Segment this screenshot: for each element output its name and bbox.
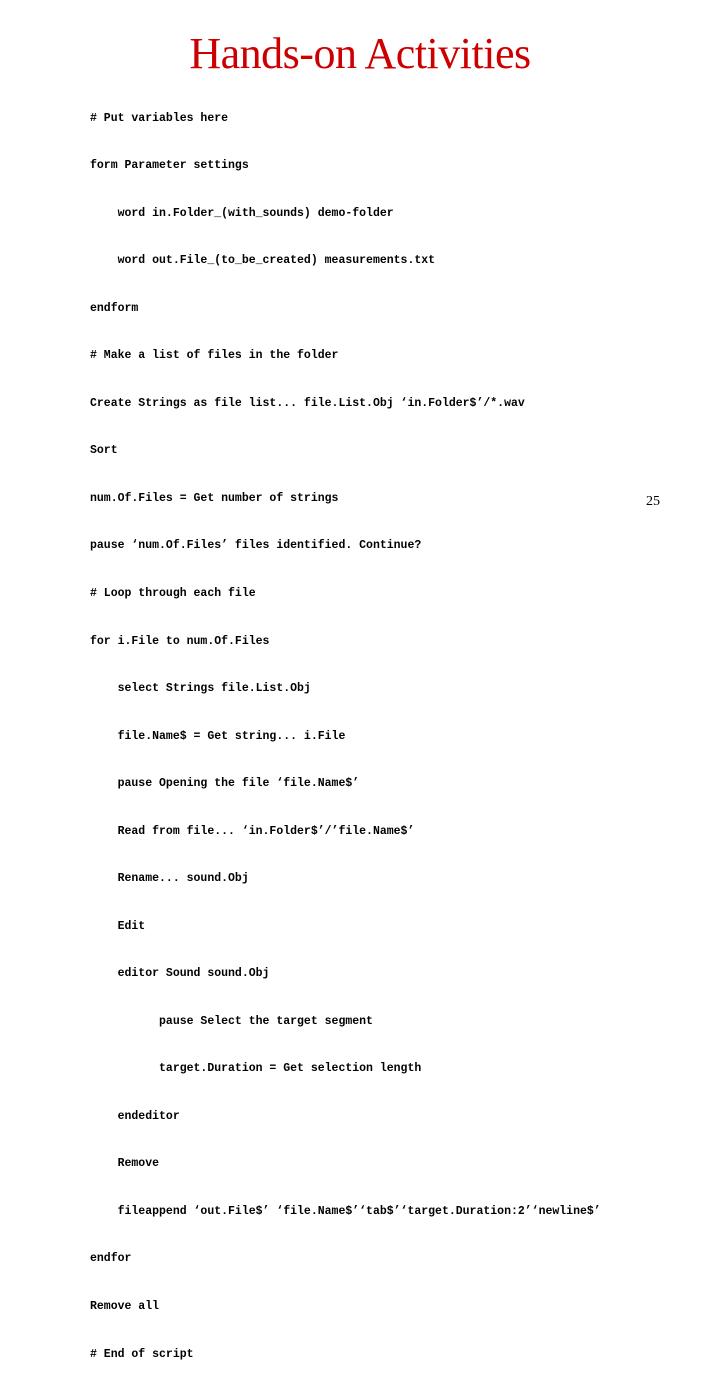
code-line: pause Opening the file ‘file.Name$’ (90, 777, 360, 791)
code-line: Create Strings as file list... file.List.Obj ‘in.Folder$’/*.wav (90, 396, 525, 410)
code-line: Rename... sound.Obj (90, 872, 249, 886)
code-line: # Put variables here (90, 111, 229, 125)
code-line: Remove all (90, 1299, 160, 1313)
code-line: Edit (90, 919, 146, 933)
code-line: word in.Folder_(with_sounds) demo-folder (90, 206, 394, 220)
code-line: pause Select the target segment (90, 1014, 373, 1028)
code-line: endeditor (90, 1109, 180, 1123)
code-block (90, 79, 690, 1394)
code-line: form Parameter settings (90, 159, 249, 173)
code-line: Remove (90, 1157, 160, 1171)
code-line: word out.File_(to_be_created) measurements.txt (90, 254, 436, 268)
code-line: endfor (90, 1252, 132, 1266)
slide-title: Hands-on Activities (189, 29, 531, 78)
code-line: Sort (90, 444, 118, 458)
code-line: select Strings file.List.Obj (90, 682, 311, 696)
page-number: 25 (646, 494, 660, 509)
code-line: fileappend ‘out.File$’ ‘file.Name$’‘tab$’‘target.Duration:2’‘newline$’ (90, 1204, 601, 1218)
code-line: # Loop through each file (90, 587, 256, 600)
code-line: Read from file... ‘in.Folder$’/’file.Name$’ (90, 824, 415, 838)
code-line: editor Sound sound.Obj (90, 967, 270, 981)
code-line: target.Duration = Get selection length (90, 1062, 422, 1076)
code-line: pause ‘num.Of.Files’ files identified. Continue? (90, 539, 422, 553)
code-line: # End of script (90, 1347, 194, 1361)
code-line: file.Name$ = Get string... i.File (90, 729, 346, 743)
code-line: # Make a list of files in the folder (90, 349, 339, 363)
code-line: endform (90, 301, 139, 315)
code-line: for i.File to num.Of.Files (90, 634, 270, 648)
code-line: num.Of.Files = Get number of strings (90, 491, 339, 505)
